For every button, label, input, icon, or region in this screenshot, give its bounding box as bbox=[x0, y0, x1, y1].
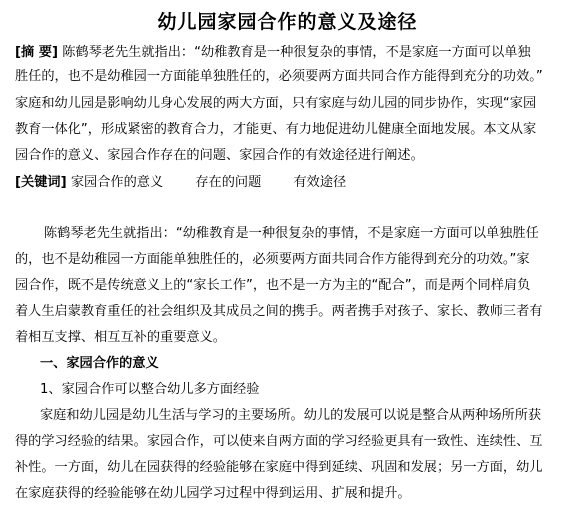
keywords-label: [关键词] bbox=[15, 175, 67, 190]
keyword-item: 存在的问题 bbox=[195, 175, 262, 190]
intro-line: 着人生启蒙教育重任的社会组织及其成员之间的携手。两者携手对孩子、家长、教师三者有 bbox=[15, 304, 543, 319]
intro-line: 陈鹤琴老先生就指出：“幼稚教育是一种很复杂的事情，不是家庭一方面可以单独胜任 bbox=[44, 226, 539, 241]
abstract-line: 园合作的意义、家园合作存在的问题、家园合作的有效途径进行阐述。 bbox=[15, 148, 424, 163]
abstract-line: 教育一体化”，形成紧密的教育合力，才能更、有力地促进幼儿健康全面地发展。本文从家 bbox=[15, 122, 537, 137]
keywords-line bbox=[15, 174, 567, 192]
body-line: 在家庭获得的经验能够在幼儿园学习过程中得到运用、扩展和提升。 bbox=[15, 486, 411, 501]
abstract-line: 胜任的，也不是幼稚园一方面能单独胜任的，必须要两方面共同合作方能得到充分的功效。” bbox=[15, 69, 543, 84]
abstract-text: 陈鹤琴老先生就指出：“幼稚教育是一种很复杂的事情，不是家庭一方面可以单独 bbox=[62, 45, 531, 60]
body-line: 得的学习经验的结果。家园合作，可以使来自两方面的学习经验更具有一致性、连续性、互 bbox=[15, 434, 543, 449]
body-line: 家庭和幼儿园是幼儿生活与学习的主要场所。幼儿的发展可以说是整合从两种场所所获 bbox=[40, 408, 542, 423]
intro-line: 园合作，既不是传统意义上的“家长工作”，也不是一方为主的“配合”，而是两个同样肩负 bbox=[15, 278, 531, 293]
subsection-heading: 1、家园合作可以整合幼儿多方面经验 bbox=[40, 382, 260, 397]
keyword-item: 有效途径 bbox=[293, 175, 347, 190]
document-title: 幼儿园家园合作的意义及途径 bbox=[157, 11, 418, 33]
abstract-label: [摘 要] bbox=[15, 45, 59, 60]
intro-line: 着相互支撑、相互互补的重要意义。 bbox=[15, 330, 226, 345]
body-line: 补性。一方面，幼儿在园获得的经验能够在家庭中得到延续、巩固和发展；另一方面，幼儿 bbox=[15, 460, 543, 475]
section-heading: 一、家园合作的意义 bbox=[40, 356, 159, 371]
keyword-item: 家园合作的意义 bbox=[70, 175, 164, 190]
abstract-line: 家庭和幼儿园是影响幼儿身心发展的两大方面，只有家庭与幼儿园的同步协作，实现“家园 bbox=[15, 96, 537, 111]
abstract-line bbox=[15, 44, 567, 62]
intro-line: 的，也不是幼稚园一方面能单独胜任的，必须要两方面共同合作方能得到充分的功效。”家 bbox=[15, 252, 530, 267]
